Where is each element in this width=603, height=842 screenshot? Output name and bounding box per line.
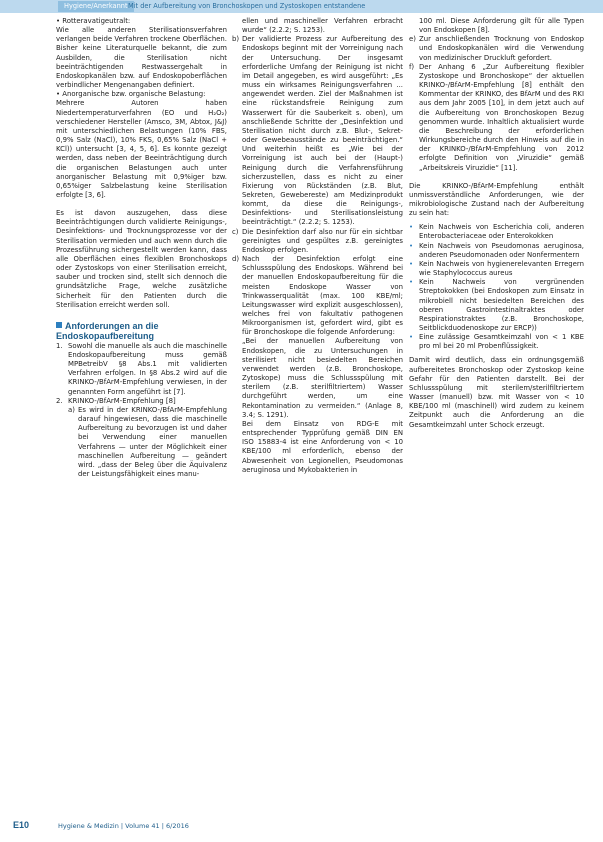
bullet-icon: • <box>409 259 414 268</box>
bullet-icon: • <box>409 278 414 287</box>
list-item-b: b) Der validierte Prozess zur Aufbereitung des Endoskops beginnt mit der Vorreinigung nach der Untersuchung. Der insgesamt erforderliche Umfang der Reinigung ist nicht im Detail angegeben, es wird ausgeführt: „Es muss ein wirksames Reinigungsverfahren ... angewendet werden. Ziel der Maßnahmen ist eine rückstandsfreie Reinigung zum Wasserwert für die Sauberkeit s. oben), um anschließende Schritte der „Desinfektion und Sterilisation nicht durch z.B. Blut-, Sekret- oder Gewebeausstände zu beeinträchtigen.“ Und weiterhin heißt es „Wie bei der Vorreinigung ist auch bei der (Haupt-) Reinigung durch die Verfahrensführung sicherzustellen, dass es nicht zu einer Fixierung von Rückständen (z.B. Blut, Sekreten, Gewebereste) am Medizinprodukt kommt, da diese die Reinigungs-, Desinfektions- und Sterilisationsleistung beeinträchtigt.“ (2.2.2; S. 1253). <box>232 35 403 227</box>
page-number: E10 <box>13 820 30 830</box>
continuation-text: 100 ml. Diese Anforderung gilt für alle Typen von Endoskopen [8]. <box>419 17 584 35</box>
bullet-belastung: • Anorganische bzw. organische Belastung: Mehrere Autoren haben Niedertemperaturverfahren (EO und H₂O₂) verschiedener Hersteller (Amsco, 3M, Abtox, J&J) mit unterschiedlichen Belastungen (10% FBS, 0,9% Salz (NaCl), 10% FKS, 0,65% Salz (NaCl + KCl)) untersucht [3, 4, 5, 6]. Es konnte gezeigt werden, dass neben der Beeinträchtigung durch die organischen Belastungen auch unter anorganischer Belastung mit 0,9%iger bzw. 0,65%iger Salzbelastung keine Sterilisation erfolgte [3, 6]. <box>56 90 227 199</box>
bullet-item-4: • Kein Nachweis von vergrünenden Streptokokken (bei Endoskopen zum Einsatz in mikrobiell nicht besiedelten Bereichen des oberen Gastrointestinaltraktes oder Respirationstraktes (z.B. Bronchoskope, Seitblickduodenoskope zur ERCP)) <box>409 278 584 332</box>
paragraph-conclusion: Damit wird deutlich, dass ein ordnungsgemäß aufbereitetes Bronchoskop oder Zystoskop keine Gefahr für den Patienten darstellt. Bei der Schlussspülung mit sterilem/sterilfiltriertem Wasser (manuell) bzw. mit Wasser von < 10 KBE/100 ml (maschinell) wird zudem zu keinem Zeitpunkt auch die Anforderung an die Gesamtkeimzahl unter Schock erzeugt. <box>409 356 584 429</box>
bullet-item-1: • Kein Nachweis von Escherichia coli, anderen Enterobacteriaceae oder Enterokokken <box>409 223 584 241</box>
header-subtitle: Mit der Aufbereitung von Bronchoskopen und Zystoskopen entstandene <box>128 2 366 10</box>
bullet-item-2: • Kein Nachweis von Pseudomonas aeruginosa, anderen Pseudomonaden oder Nonfermentern <box>409 241 584 259</box>
column-3 <box>409 17 584 430</box>
bullet-icon: • <box>409 223 414 232</box>
section-heading: Anforderungen an die Endoskopaufbereitung <box>56 320 159 341</box>
paragraph-sterilisation: Es ist davon auszugehen, dass diese Beeinträchtigungen durch validierte Reinigungs-, Desinfektions- und Trocknungsprozesse vor der Sterilisation vermieden und auch wenn durch die Prozessführung sichergestellt werden kann, dass alle Oberflächen eines flexiblen Bronchoskops oder Zystoskops von einer Sterilisation erreicht, sauber und trocken sind, stellt sich dennoch die grundsätzliche Frage, welche zusätzliche Sicherheit für den Patienten durch die Sterilisation erreicht werden soll. <box>56 209 227 309</box>
list-item-d: d) Nach der Desinfektion erfolgt eine Schlussspülung des Endoskops. Während bei der manuellen Endoskopaufbereitung für die meisten Endoskope Wasser von Trinkwasserqualität (max. 100 KBE/ml; Leitungswasser wird explizit ausgeschlossen), welches frei von fakultativ pathogenen Mikroorganismen ist, gefordert wird, gibt es für Bronchoskope die folgende Anforderung: „Bei der manuellen Aufbereitung von Endoskopen, die zu Untersuchungen in sterilisiert nicht besiedelten Bereichen verwendet werden (z.B. Bronchoskope, Zytoskope) muss die Schlussspülung mit sterilem (z.B. sterilfiltriertem) Wasser durchgeführt werden, um eine Rekontamination zu vermeiden.“ (Anlage 8, 3.4; S. 1291). Bei dem Einsatz von RDG-E mit entsprechender Typprüfung gemäß DIN EN ISO 15883-4 ist eine Anforderung von < 10 KBE/100 ml erforderlich, ebenso der Abwesenheit von Legionellen, Pseudomonas aeruginosa und Mykobakterien in <box>232 255 403 474</box>
list-item-2a: a) Es wird in der KRINKO-/BfArM-Empfehlung darauf hingewiesen, dass die maschinelle Aufbereitung zu bevorzugen ist und daher bei Verwendung einer manuellen Verfahrens — unter der Möglichkeit einer maschinellen Aufbereitung — geändert wird. „dass der Beleg über die Äquivalenz der Leistungsfähigkeit eines manu- <box>68 405 227 479</box>
list-item-c: c) Die Desinfektion darf also nur für ein sichtbar gereinigtes und gespültes z.B. gereinigtes Endoskop erfolgen. <box>232 227 403 254</box>
bullet-item-5: • Eine zulässige Gesamtkeimzahl von < 1 KBE pro ml bei 20 ml Probenflüssigkeit. <box>409 333 584 351</box>
column-2 <box>232 17 403 475</box>
paragraph-requirements: Die KRINKO-/BfArM-Empfehlung enthält unmissverständliche Anforderungen, wie der mikrobiologische Zustand nach der Aufbereitung zu sein hat: <box>409 181 584 218</box>
bullet-icon: • <box>409 333 414 342</box>
header-section-label: Hygiene/Anerkannt <box>58 1 134 12</box>
bullet-item-3: • Kein Nachweis von hygienerelevanten Erregern wie Staphylococcus aureus <box>409 259 584 278</box>
list-item-e: e) Zur anschließenden Trocknung von Endoskop und Endoskopkanälen wird die Verwendung von medizinischer Druckluft gefordert. <box>409 35 584 62</box>
list-item-f: f) Der Anhang 6 „Zur Aufbereitung flexibler Zystoskope und Bronchoskope“ der aktuellen KRINKO-/BfArM-Empfehlung [8] enthält den Kommentar der KRINKO, des BfArM und des RKI aus dem Jahr 2005 [10], in dem jetzt auch auf die Aufbereitung von Bronchoskopen Bezug genommen wurde. Inhaltlich aktualisiert wurde die Beschreibung der erforderlichen Wirkungsbereiche durch den Hinweis auf die in der KRINKO-/BfArM-Empfehlung von 2012 erfolgte Definition von „Viruzidie“ gemäß „Arbeitskreis Viruzidie“ [11]. <box>409 62 584 172</box>
journal-citation: Hygiene & Medizin | Volume 41 | 6/2016 <box>58 822 189 830</box>
column-1 <box>56 17 227 479</box>
bullet-restwasser: • Rotteravatigeutralt: Wie alle anderen Sterilisationsverfahren verlangen beide Verfahren trockene Oberflächen. Bisher keine Literaturquelle bekannt, die zum Ausbilden, die Sterilisation nicht beeinträchtigenden Restwassergehalt in Endoskopkanälen bzw. auf Endoskopoberflächen verbindlicher Mengenangaben definiert. <box>56 17 227 90</box>
continuation-text: ellen und maschineller Verfahren erbracht wurde“ (2.2.2; S. 1253). <box>242 17 403 35</box>
list-item-2: 2. KRINKO-/BfArM-Empfehlung [8] <box>56 396 176 405</box>
bullet-icon: • <box>409 241 414 250</box>
heading-square-icon <box>56 322 62 328</box>
list-item-1: 1. Sowohl die manuelle als auch die maschinelle Endoskopaufbereitung muss gemäß MPBetreibV §8 Abs.1 mit validierten Verfahren erfolgen. In §8 Abs.2 wird auf die KRINKO-/BfArM-Empfehlung verwiesen, in der genannten Form angeführt ist [7]. <box>56 341 227 396</box>
